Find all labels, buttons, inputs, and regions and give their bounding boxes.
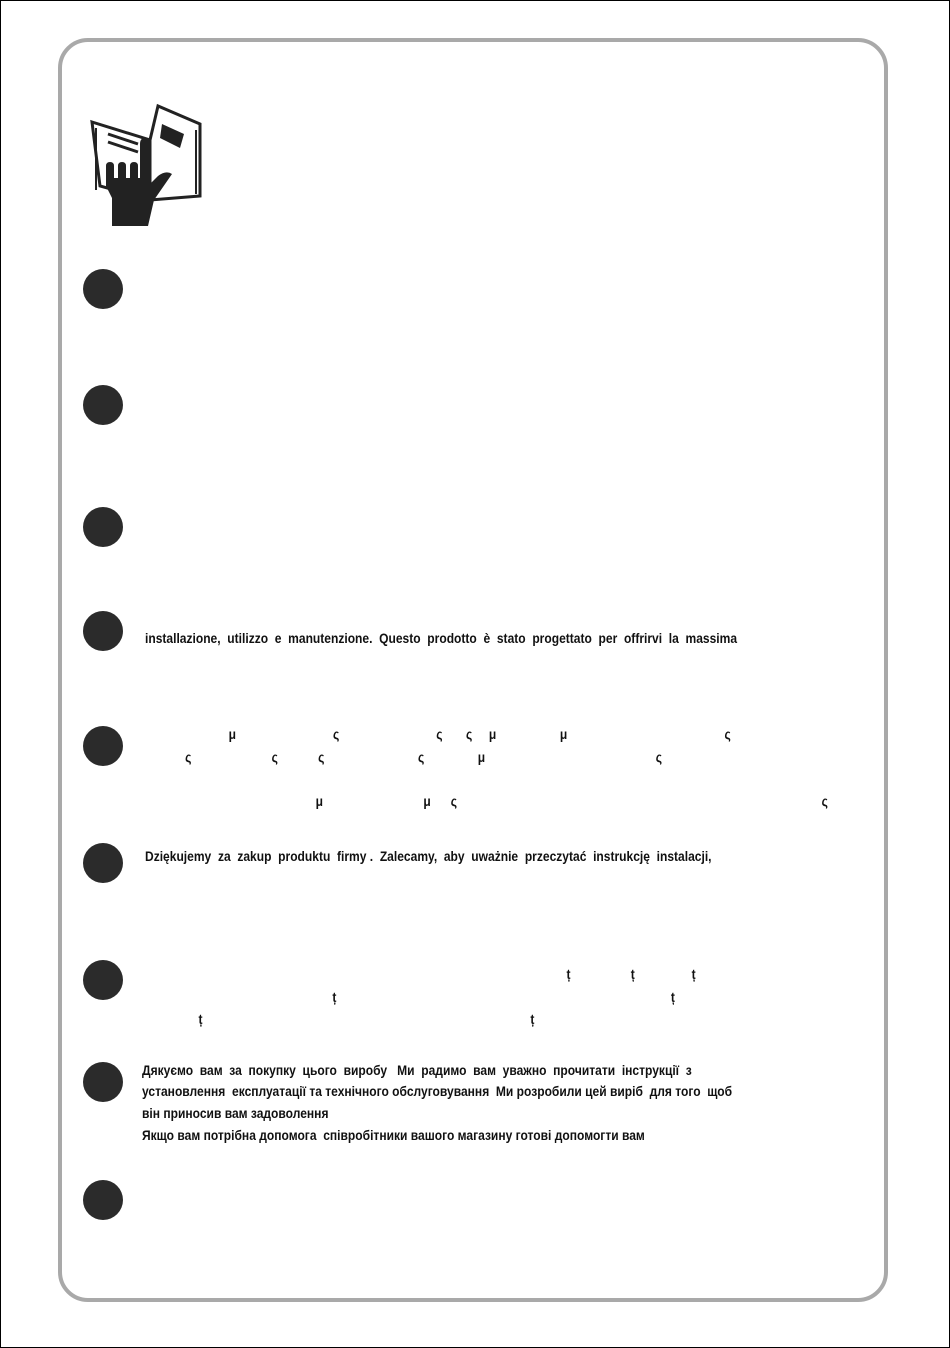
- romanian-text-line-3: ț ț: [145, 1011, 535, 1027]
- language-bullet-4: [83, 611, 123, 651]
- language-bullet-1: [83, 269, 123, 309]
- language-bullet-7: [83, 960, 123, 1000]
- read-manual-icon: [88, 100, 208, 226]
- language-bullet-8: [83, 1062, 123, 1102]
- polish-text-line: Dziękujemy za zakup produktu firmy . Zalecamy, aby uważnie przeczytać instrukcję instalacji,: [145, 848, 712, 864]
- ukrainian-text-line-4: Якщо вам потрібна допомога співробітники вашого магазину готові допомогти вам: [142, 1127, 645, 1143]
- language-bullet-9: [83, 1180, 123, 1220]
- ukrainian-text-line-1: Дякуємо вам за покупку цього виробу Ми радимо вам уважно прочитати інструкції з: [142, 1062, 692, 1078]
- language-bullet-6: [83, 843, 123, 883]
- ukrainian-text-line-3: він приносив вам задоволення: [142, 1105, 329, 1121]
- language-bullet-2: [83, 385, 123, 425]
- greek-text-line-1: μ ς ς ς μ μ ς: [145, 726, 731, 742]
- romanian-text-line-2: ț ț: [145, 989, 675, 1005]
- ukrainian-text-line-2: установлення експлуатації та технічного обслуговування Ми розробили цей виріб для того щоб: [142, 1083, 733, 1099]
- language-bullet-3: [83, 507, 123, 547]
- greek-text-line-3: μ μ ς ς: [145, 793, 828, 809]
- greek-text-line-2: ς ς ς ς μ ς: [145, 749, 663, 765]
- language-bullet-5: [83, 726, 123, 766]
- romanian-text-line-1: ț ț ț: [145, 966, 696, 982]
- italian-text-line: installazione, utilizzo e manutenzione. Questo prodotto è stato progettato per offrirvi la massima: [145, 630, 738, 646]
